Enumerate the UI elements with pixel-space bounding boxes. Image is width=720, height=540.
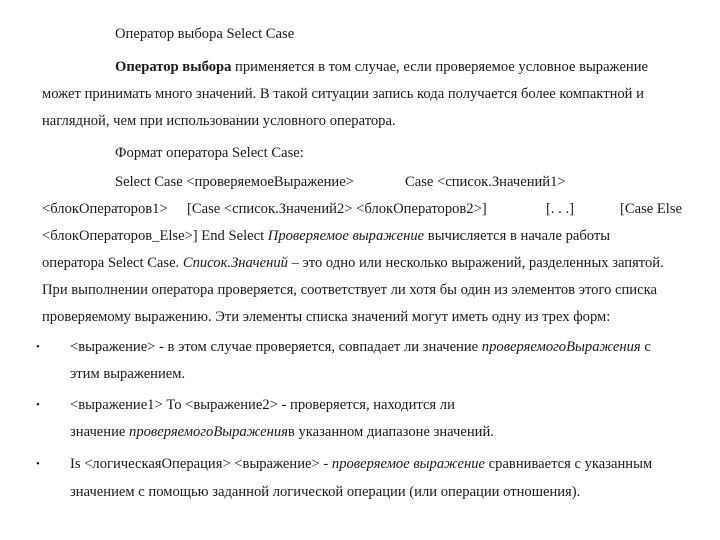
bullet-1-symbol: •	[36, 341, 40, 353]
bullet-1-line-1b: с	[640, 339, 651, 355]
syntax-line-1b: Case <список.Значений1>	[405, 174, 566, 190]
bullet-1-line-1a: <выражение> - в этом случае проверяется, совпадает ли значение	[70, 339, 482, 355]
syntax-line-4	[42, 255, 664, 272]
bullet-3-line-2: значением с помощью заданной логической операции (или операции отношения).	[70, 484, 581, 500]
syntax-line-2b: [Case <список.Значений2> <блокОператоров2>]	[187, 201, 487, 217]
syntax-line-3-italic: Проверяемое выражение	[267, 228, 425, 244]
bullet-1-line-2: этим выражением.	[70, 366, 186, 382]
syntax-line-3a: <блокОператоров_Else>] End Select	[42, 228, 268, 244]
intro-line-1	[115, 59, 648, 76]
syntax-line-4a: оператора Select Case.	[42, 255, 183, 271]
syntax-line-3b: вычисляется в начале работы	[424, 228, 611, 244]
bullet-3-line-1a: Is <логическаяОперация> <выражение> -	[70, 456, 332, 472]
bullet-2-italic: проверяемогоВыражения	[129, 424, 288, 440]
bullet-3-line-1b: сравнивается с указанным	[485, 456, 653, 472]
syntax-line-2a: <блокОператоров1>	[42, 201, 168, 217]
syntax-line-2c: [. . .]	[546, 201, 574, 217]
syntax-line-3	[42, 228, 610, 245]
bullet-2-line-1: <выражение1> To <выражение2> - проверяется, находится ли	[70, 397, 455, 413]
syntax-line-4b: – это одно или несколько выражений, разделенных запятой.	[287, 255, 664, 271]
intro-lead-bold: Оператор выбора	[115, 59, 232, 75]
syntax-line-2d: [Case Else	[620, 201, 683, 217]
bullet-3-symbol: •	[36, 458, 40, 470]
bullet-2-line-2	[70, 424, 494, 441]
bullet-1-line-1	[70, 339, 651, 356]
format-heading: Формат оператора Select Case:	[115, 145, 304, 161]
bullet-2-line-2a: значение	[70, 424, 130, 440]
syntax-line-1a: Select Case <проверяемоеВыражение>	[115, 174, 354, 190]
page-title: Оператор выбора Select Case	[115, 26, 295, 42]
intro-line-2: может принимать много значений. В такой ситуации запись кода получается более компактной и	[42, 86, 644, 102]
syntax-line-4-italic: Список.Значений	[182, 255, 288, 271]
bullet-3-italic: проверяемое выражение	[331, 456, 486, 472]
intro-line-3: наглядной, чем при использовании условного оператора.	[42, 113, 396, 129]
bullet-2-symbol: •	[36, 399, 40, 411]
bullet-3-line-1	[70, 456, 652, 473]
intro-line-1-rest: применяется в том случае, если проверяемое условное выражение	[231, 59, 649, 75]
bullet-2-line-2b: в указанном диапазоне значений.	[287, 424, 494, 440]
bullet-1-italic: проверяемогоВыражения	[481, 339, 641, 355]
syntax-line-6: проверяемому выражению. Эти элементы списка значений могут иметь одну из трех форм:	[42, 309, 611, 325]
syntax-line-5: При выполнении оператора проверяется, соответствует ли хотя бы один из элементов этого списка	[42, 282, 657, 298]
